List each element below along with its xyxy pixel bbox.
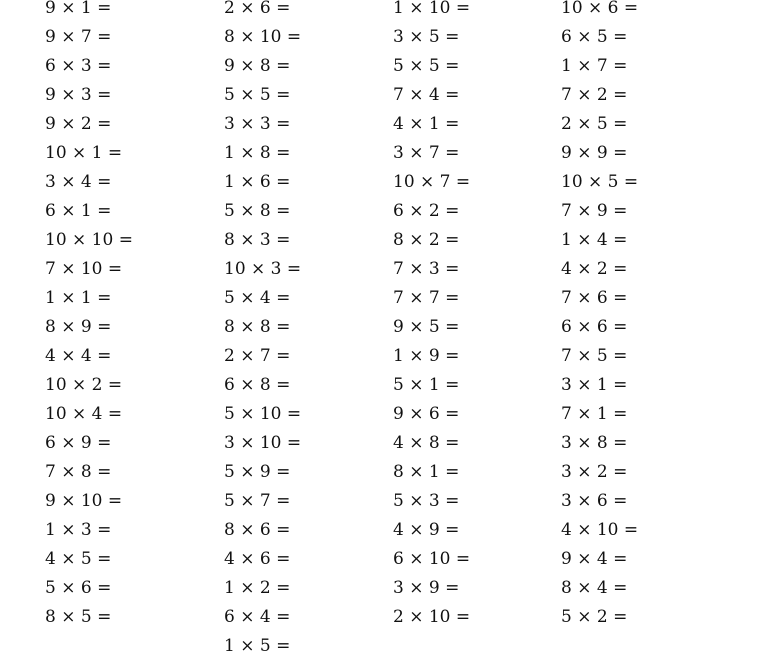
multiplication-problem: 8 × 8 = xyxy=(224,317,291,337)
multiplication-problem: 7 × 9 = xyxy=(561,201,628,221)
multiplication-problem: 1 × 2 = xyxy=(224,578,291,598)
multiplication-problem: 8 × 10 = xyxy=(224,27,302,47)
multiplication-problem: 6 × 10 = xyxy=(393,549,471,569)
multiplication-problem: 3 × 10 = xyxy=(224,433,302,453)
multiplication-problem: 10 × 10 = xyxy=(45,230,133,250)
multiplication-problem: 1 × 3 = xyxy=(45,520,112,540)
multiplication-problem: 4 × 5 = xyxy=(45,549,112,569)
multiplication-problem: 5 × 6 = xyxy=(45,578,112,598)
multiplication-problem: 10 × 1 = xyxy=(45,143,123,163)
multiplication-problem: 7 × 4 = xyxy=(393,85,460,105)
multiplication-problem: 4 × 6 = xyxy=(224,549,291,569)
multiplication-problem: 4 × 4 = xyxy=(45,346,112,366)
multiplication-problem: 7 × 6 = xyxy=(561,288,628,308)
multiplication-problem: 5 × 1 = xyxy=(393,375,460,395)
multiplication-problem: 10 × 7 = xyxy=(393,172,471,192)
multiplication-problem: 5 × 10 = xyxy=(224,404,302,424)
multiplication-problem: 3 × 3 = xyxy=(224,114,291,134)
multiplication-problem: 9 × 6 = xyxy=(393,404,460,424)
multiplication-problem: 1 × 5 = xyxy=(224,636,291,656)
multiplication-problem: 1 × 4 = xyxy=(561,230,628,250)
multiplication-problem: 10 × 3 = xyxy=(224,259,302,279)
multiplication-problem: 9 × 1 = xyxy=(45,0,112,18)
multiplication-problem: 8 × 5 = xyxy=(45,607,112,627)
multiplication-problem: 5 × 5 = xyxy=(393,56,460,76)
problem-column-3 xyxy=(393,0,563,632)
multiplication-problem: 5 × 9 = xyxy=(224,462,291,482)
multiplication-problem: 3 × 2 = xyxy=(561,462,628,482)
multiplication-problem: 2 × 5 = xyxy=(561,114,628,134)
multiplication-problem: 6 × 2 = xyxy=(393,201,460,221)
multiplication-problem: 3 × 7 = xyxy=(393,143,460,163)
multiplication-problem: 1 × 1 = xyxy=(45,288,112,308)
multiplication-problem: 9 × 2 = xyxy=(45,114,112,134)
multiplication-problem: 8 × 9 = xyxy=(45,317,112,337)
multiplication-problem: 4 × 2 = xyxy=(561,259,628,279)
multiplication-problem: 2 × 10 = xyxy=(393,607,471,627)
multiplication-problem: 9 × 5 = xyxy=(393,317,460,337)
multiplication-problem: 9 × 10 = xyxy=(45,491,123,511)
multiplication-problem: 3 × 1 = xyxy=(561,375,628,395)
multiplication-problem: 4 × 8 = xyxy=(393,433,460,453)
multiplication-problem: 9 × 3 = xyxy=(45,85,112,105)
multiplication-problem: 7 × 10 = xyxy=(45,259,123,279)
multiplication-problem: 3 × 5 = xyxy=(393,27,460,47)
multiplication-problem: 5 × 4 = xyxy=(224,288,291,308)
multiplication-problem: 3 × 4 = xyxy=(45,172,112,192)
multiplication-problem: 9 × 9 = xyxy=(561,143,628,163)
multiplication-problem: 8 × 2 = xyxy=(393,230,460,250)
multiplication-problem: 10 × 4 = xyxy=(45,404,123,424)
multiplication-problem: 2 × 6 = xyxy=(224,0,291,18)
multiplication-problem: 6 × 8 = xyxy=(224,375,291,395)
multiplication-problem: 3 × 6 = xyxy=(561,491,628,511)
multiplication-problem: 5 × 3 = xyxy=(393,491,460,511)
multiplication-problem: 6 × 4 = xyxy=(224,607,291,627)
multiplication-problem: 2 × 7 = xyxy=(224,346,291,366)
multiplication-problem: 8 × 1 = xyxy=(393,462,460,482)
multiplication-problem: 3 × 9 = xyxy=(393,578,460,598)
multiplication-problem: 10 × 5 = xyxy=(561,172,639,192)
multiplication-problem: 4 × 9 = xyxy=(393,520,460,540)
multiplication-problem: 6 × 1 = xyxy=(45,201,112,221)
multiplication-problem: 3 × 8 = xyxy=(561,433,628,453)
multiplication-problem: 9 × 4 = xyxy=(561,549,628,569)
multiplication-problem: 6 × 5 = xyxy=(561,27,628,47)
multiplication-problem: 6 × 6 = xyxy=(561,317,628,337)
multiplication-problem: 6 × 9 = xyxy=(45,433,112,453)
problem-column-2 xyxy=(224,0,394,661)
multiplication-problem: 7 × 3 = xyxy=(393,259,460,279)
multiplication-problem: 1 × 6 = xyxy=(224,172,291,192)
multiplication-problem: 5 × 8 = xyxy=(224,201,291,221)
multiplication-problem: 8 × 6 = xyxy=(224,520,291,540)
multiplication-problem: 7 × 5 = xyxy=(561,346,628,366)
problem-column-4 xyxy=(561,0,731,632)
multiplication-problem: 1 × 7 = xyxy=(561,56,628,76)
multiplication-problem: 5 × 2 = xyxy=(561,607,628,627)
multiplication-problem: 1 × 8 = xyxy=(224,143,291,163)
multiplication-problem: 5 × 7 = xyxy=(224,491,291,511)
multiplication-problem: 7 × 1 = xyxy=(561,404,628,424)
multiplication-problem: 7 × 7 = xyxy=(393,288,460,308)
multiplication-problem: 7 × 2 = xyxy=(561,85,628,105)
multiplication-problem: 9 × 8 = xyxy=(224,56,291,76)
multiplication-problem: 4 × 10 = xyxy=(561,520,639,540)
multiplication-problem: 10 × 6 = xyxy=(561,0,639,18)
multiplication-problem: 7 × 8 = xyxy=(45,462,112,482)
problem-column-1 xyxy=(45,0,215,632)
multiplication-problem: 9 × 7 = xyxy=(45,27,112,47)
multiplication-problem: 1 × 9 = xyxy=(393,346,460,366)
multiplication-problem: 1 × 10 = xyxy=(393,0,471,18)
multiplication-problem: 4 × 1 = xyxy=(393,114,460,134)
multiplication-problem: 8 × 4 = xyxy=(561,578,628,598)
multiplication-problem: 10 × 2 = xyxy=(45,375,123,395)
multiplication-problem: 6 × 3 = xyxy=(45,56,112,76)
multiplication-problem: 8 × 3 = xyxy=(224,230,291,250)
multiplication-problem: 5 × 5 = xyxy=(224,85,291,105)
